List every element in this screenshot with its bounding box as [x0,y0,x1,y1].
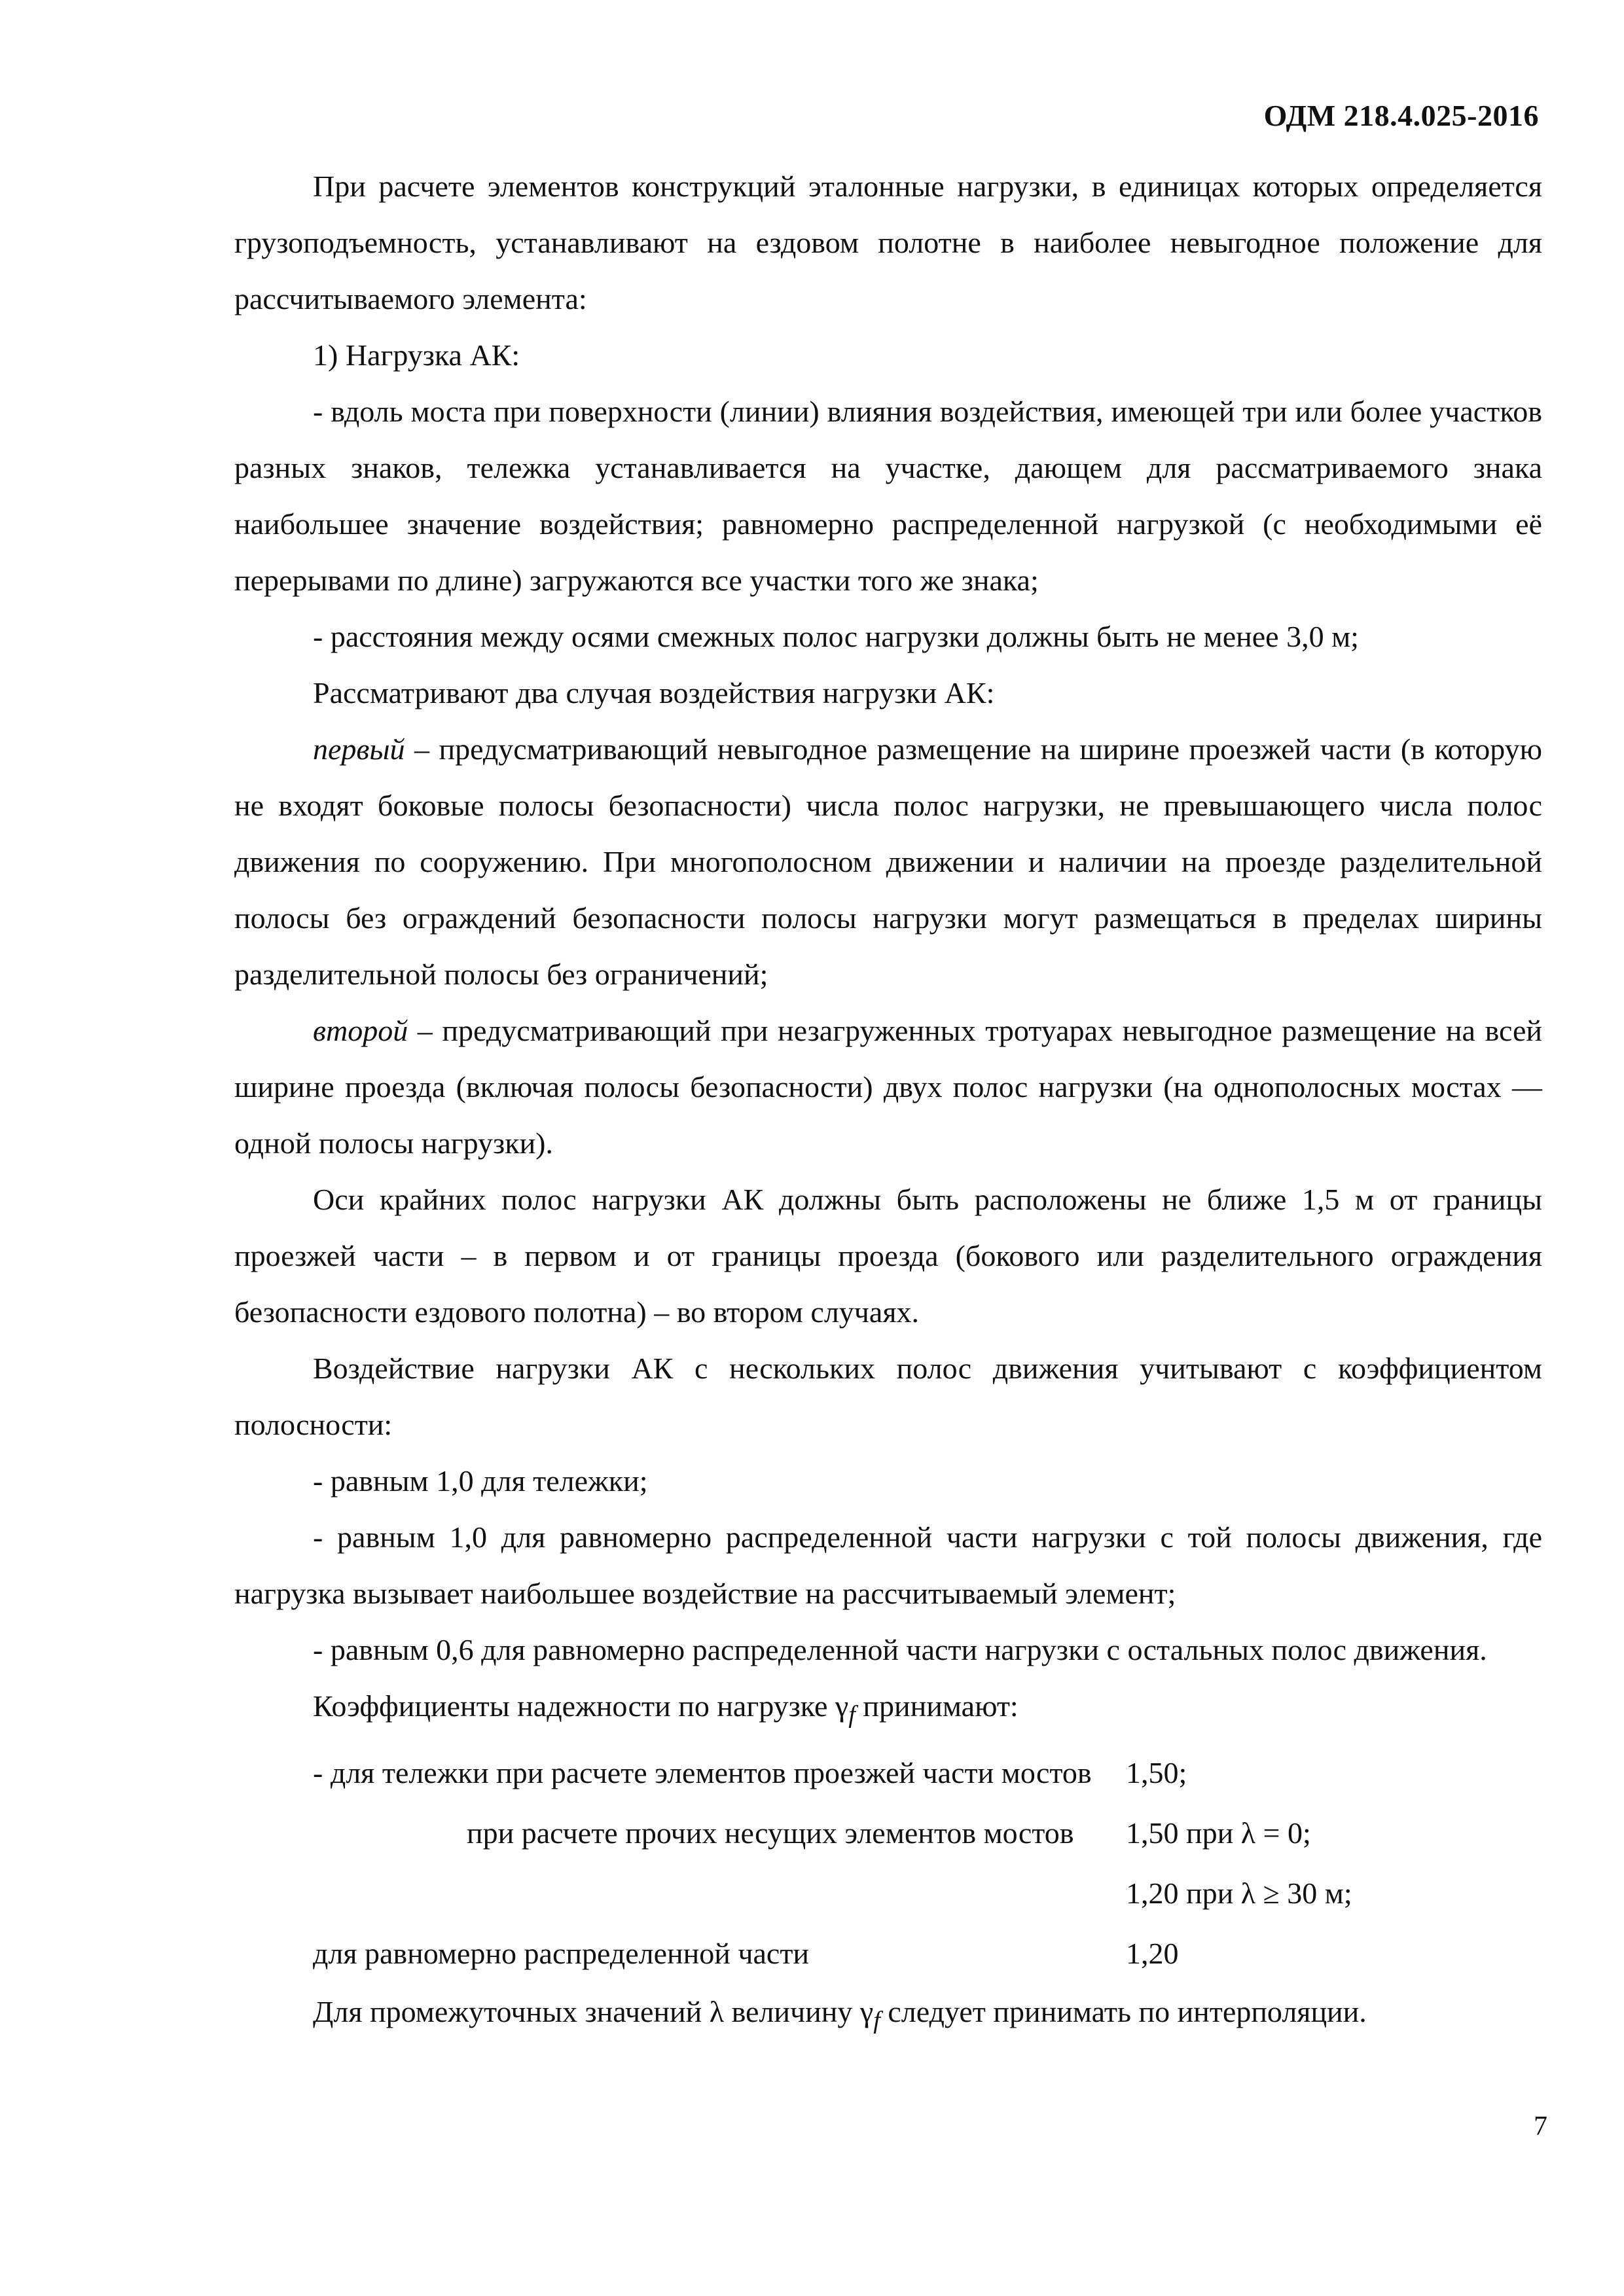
coefficient-row [234,1924,1542,1984]
list-heading: 1) Нагрузка АК: [313,338,520,372]
paragraph-case-first [234,721,1542,1003]
coefficient-label: при расчете прочих несущих элементов мостов [467,1816,1074,1850]
case-term: второй [313,1014,408,1047]
subscript-f: f [848,1701,856,1729]
paragraph: При расчете элементов конструкций эталонные нагрузки, в единицах которых определяется грузоподъемность, устанавливают на ездовом полотне в наиболее невыгодное положение для рассчитываемого элемента: [234,170,1542,315]
coefficient-row [234,1863,1542,1924]
paragraph: - равным 1,0 для тележки; [313,1464,648,1498]
paragraph-interpolation [234,1984,1542,2049]
page-number: 7 [1534,2111,1547,2142]
coefficient-value: 1,50 при λ = 0; [1126,1816,1311,1850]
paragraph-coefficients-intro [234,1678,1542,1743]
case-term: первый [313,732,405,766]
coefficient-value: 1,20 при λ ≥ 30 м; [1126,1876,1352,1910]
subscript-f: f [873,2007,880,2035]
coefficient-label: для равномерно распределенной части [313,1937,810,1971]
coefficient-label: - для тележки при расчете элементов проезжей части мостов [313,1756,1092,1790]
coefficient-row [234,1743,1542,1803]
paragraph-case-second [234,1003,1542,1172]
coefficient-row [234,1803,1542,1863]
paragraph: - расстояния между осями смежных полос нагрузки должны быть не менее 3,0 м; [313,620,1359,653]
text: Для промежуточных значений λ величину [313,1995,860,2029]
text: принимают: [855,1689,1019,1723]
coefficient-value: 1,50; [1126,1756,1187,1790]
text: следует принимать по интерполяции. [880,1995,1367,2029]
case-text: – предусматривающий невыгодное размещение на ширине проезжей части (в которую не входят боковые полосы безопасности) числа полос нагрузки, не превышающего числа полос движения по сооружению. При многополосном движении и наличии на проезде разделительной полосы без ограждений безопасности полосы нагрузки могут размещаться в пределах ширины разделительной полосы без ограничений; [234,732,1542,991]
case-text: – предусматривающий при незагруженных тротуарах невыгодное размещение на всей ширине проезда (включая полосы безопасности) двух полос нагрузки (на однополосных мостах — одной полосы нагрузки). [234,1014,1542,1160]
paragraph: - равным 0,6 для равномерно распределенной части нагрузки с остальных полос движения. [313,1633,1487,1666]
paragraph: Рассматривают два случая воздействия нагрузки АК: [313,676,995,709]
coefficient-value: 1,20 [1126,1937,1179,1971]
paragraph: Оси крайних полос нагрузки АК должны быть расположены не ближе 1,5 м от границы проезжей части – в первом и от границы проезда (бокового или разделительного ограждения безопасности ездового полотна) – во втором случаях. [234,1183,1542,1329]
paragraph: - равным 1,0 для равномерно распределенной части нагрузки с той полосы движения, где нагрузка вызывает наибольшее воздействие на рассчитываемый элемент; [234,1520,1542,1610]
gamma-symbol: γ [835,1689,849,1723]
paragraph: Воздействие нагрузки АК с нескольких полос движения учитывают с коэффициентом полосности: [234,1352,1542,1441]
gamma-symbol: γ [859,1995,874,2029]
document-code-header: ОДМ 218.4.025-2016 [1263,99,1539,132]
document-body [234,158,1542,2049]
text: Коэффициенты надежности по нагрузке [313,1689,835,1723]
paragraph: - вдоль моста при поверхности (линии) влияния воздействия, имеющей три или более участков разных знаков, тележка устанавливается на участке, дающем для рассматриваемого знака наибольшее значение воздействия; равномерно распределенной нагрузкой (с необходимыми её перерывами по длине) загружаются все участки того же знака; [234,395,1542,597]
